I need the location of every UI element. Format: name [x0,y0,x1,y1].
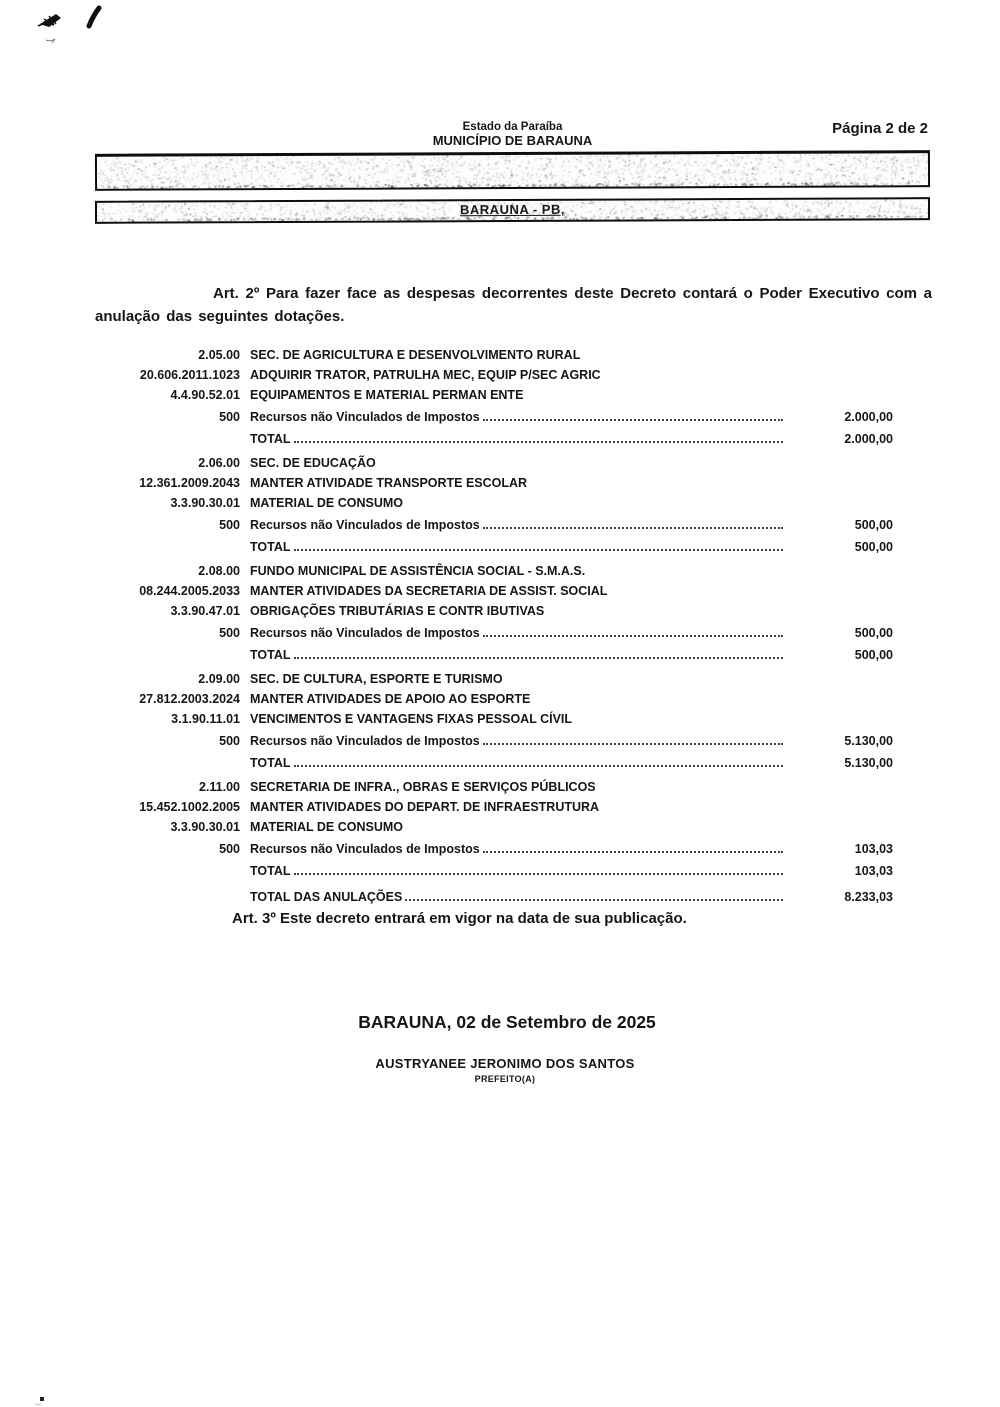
row-label: MANTER ATIVIDADES DA SECRETARIA DE ASSIST. SOCIAL [250,584,608,598]
row-label: SEC. DE CULTURA, ESPORTE E TURISMO [250,672,503,686]
row-label: MATERIAL DE CONSUMO [250,496,404,510]
header-state: Estado da Paraíba [462,121,563,133]
value-row [95,732,893,754]
row-code: 15.452.1002.2005 [139,800,240,814]
row-code: 500 [219,410,240,424]
code-row [95,712,893,732]
value-row [95,624,893,646]
dotted-leader [483,626,783,637]
dotted-leader [483,734,783,745]
row-label: VENCIMENTOS E VANTAGENS FIXAS PESSOAL CÍVIL [250,712,573,726]
row-label: Recursos não Vinculados de Impostos [250,734,480,748]
row-code: 4.4.90.52.01 [170,388,240,402]
value-row [95,538,893,560]
dotted-leader [294,540,783,551]
dotted-leader [483,518,783,529]
row-label: Recursos não Vinculados de Impostos [250,842,480,856]
pen-stroke-mark [82,4,106,34]
row-description [250,540,785,554]
dotted-leader [294,756,783,767]
code-row [95,368,893,388]
row-description [250,604,785,618]
row-code: 3.3.90.30.01 [170,496,240,510]
code-row [95,692,893,712]
row-code: 2.06.00 [198,456,240,470]
row-label: TOTAL [250,756,291,770]
row-value: 103,03 [854,864,893,878]
row-label: SECRETARIA DE INFRA., OBRAS E SERVIÇOS PÚBLICOS [250,780,596,794]
row-value: 5.130,00 [844,734,893,748]
row-code: 08.244.2005.2033 [139,584,240,598]
dotted-leader [294,864,783,875]
row-description [250,388,785,402]
budget-section [95,456,893,560]
row-code: 20.606.2011.1023 [139,368,240,382]
row-description [250,820,785,834]
row-label: MANTER ATIVIDADE TRANSPORTE ESCOLAR [250,476,528,490]
row-description [250,756,785,770]
row-label: FUNDO MUNICIPAL DE ASSISTÊNCIA SOCIAL - S.M.A.S. [250,564,586,578]
row-description [250,368,785,382]
row-label: TOTAL [250,432,291,446]
row-value: 103,03 [854,842,893,856]
row-code: 3.3.90.47.01 [170,604,240,618]
article-2-text: Art. 2º Para fazer face as despesas decorrentes deste Decreto contará o Poder Executivo com a anulação das seguintes dotações. [95,285,932,325]
value-row [95,430,893,452]
row-label: EQUIPAMENTOS E MATERIAL PERMAN ENTE [250,388,524,402]
code-row [95,348,893,368]
row-code: 3.1.90.11.01 [171,712,240,726]
code-row [95,564,893,584]
budget-section [95,672,893,776]
budget-section [95,780,893,884]
row-description [250,692,785,706]
row-code: 500 [219,518,240,532]
signatory-role: PREFEITO(A) [474,1074,536,1084]
dotted-leader [294,432,783,443]
row-label: MANTER ATIVIDADES DE APOIO AO ESPORTE [250,692,531,706]
code-row [95,388,893,408]
code-row [95,820,893,840]
row-description [250,780,785,794]
row-description [250,476,785,490]
value-row [95,516,893,538]
row-description [250,890,785,904]
row-value: 500,00 [854,648,893,662]
row-code: 500 [219,734,240,748]
grand-total-row [95,888,893,910]
pen-scribble-mark [32,6,76,50]
code-row [95,672,893,692]
row-description [250,518,785,532]
dotted-leader [483,842,783,853]
row-code: 2.08.00 [198,564,240,578]
code-row [95,496,893,516]
value-row [95,754,893,776]
row-description [250,800,785,814]
row-description [250,712,785,726]
row-description [250,564,785,578]
article-3-text: Art. 3º Este decreto entrará em vigor na data de sua publicação. [232,910,687,927]
row-code: 2.11.00 [198,780,240,794]
row-description [250,496,785,510]
budget-table [95,348,893,910]
value-row [95,862,893,884]
row-label: TOTAL [250,864,291,878]
row-label: OBRIGAÇÕES TRIBUTÁRIAS E CONTR IBUTIVAS [250,604,545,618]
row-label: TOTAL [250,540,291,554]
value-row [95,408,893,430]
row-description [250,672,785,686]
row-label: MANTER ATIVIDADES DO DEPART. DE INFRAESTRUTURA [250,800,600,814]
row-description [250,432,785,446]
row-value: 5.130,00 [844,756,893,770]
code-row [95,476,893,496]
page-number: Página 2 de 2 [832,120,928,137]
row-label: ADQUIRIR TRATOR, PATRULHA MEC, EQUIP P/SEC AGRIC [250,368,601,382]
row-description [250,734,785,748]
code-row [95,604,893,624]
row-label: TOTAL [250,648,291,662]
row-description [250,584,785,598]
row-description [250,842,785,856]
row-code: 27.812.2003.2024 [139,692,240,706]
row-code: 500 [219,626,240,640]
row-description [250,864,785,878]
row-label: Recursos não Vinculados de Impostos [250,518,480,532]
dotted-leader [294,648,783,659]
row-value: 500,00 [854,540,893,554]
header-municipality: MUNICÍPIO DE BARAUNA [432,133,593,148]
row-code: 500 [219,842,240,856]
code-row [95,456,893,476]
code-row [95,800,893,820]
value-row [95,840,893,862]
row-label: Recursos não Vinculados de Impostos [250,410,480,424]
row-description [250,626,785,640]
row-code: 3.3.90.30.01 [170,820,240,834]
row-code: 12.361.2009.2043 [139,476,240,490]
row-label: TOTAL DAS ANULAÇÕES [250,890,403,904]
value-row [95,646,893,668]
row-code: 2.09.00 [198,672,240,686]
code-row [95,780,893,800]
row-description [250,348,785,362]
row-label: SEC. DE EDUCAÇÃO [250,456,376,470]
row-label: MATERIAL DE CONSUMO [250,820,404,834]
scanned-banner-box [95,150,930,191]
row-description [250,648,785,662]
row-label: SEC. DE AGRICULTURA E DESENVOLVIMENTO RURAL [250,348,581,362]
row-value: 2.000,00 [844,410,893,424]
row-value: 2.000,00 [844,432,893,446]
city-bar-label: BARAUNA - PB, [459,201,566,218]
signature-block [0,1056,1000,1084]
dotted-leader [405,890,783,901]
code-row [95,584,893,604]
row-value: 500,00 [854,518,893,532]
scan-noise-texture [97,153,928,189]
bottom-speck-mark [40,1397,44,1401]
document-header [95,120,930,148]
row-code: 2.05.00 [198,348,240,362]
row-label: Recursos não Vinculados de Impostos [250,626,480,640]
row-value: 8.233,03 [844,890,893,904]
row-description [250,456,785,470]
budget-section [95,564,893,668]
date-line: BARAUNA, 02 de Setembro de 2025 [358,1012,656,1032]
dotted-leader [483,410,783,421]
signatory-name: AUSTRYANEE JERONIMO DOS SANTOS [375,1056,635,1071]
row-description [250,410,785,424]
row-value: 500,00 [854,626,893,640]
city-bar [95,197,930,224]
budget-section [95,348,893,452]
